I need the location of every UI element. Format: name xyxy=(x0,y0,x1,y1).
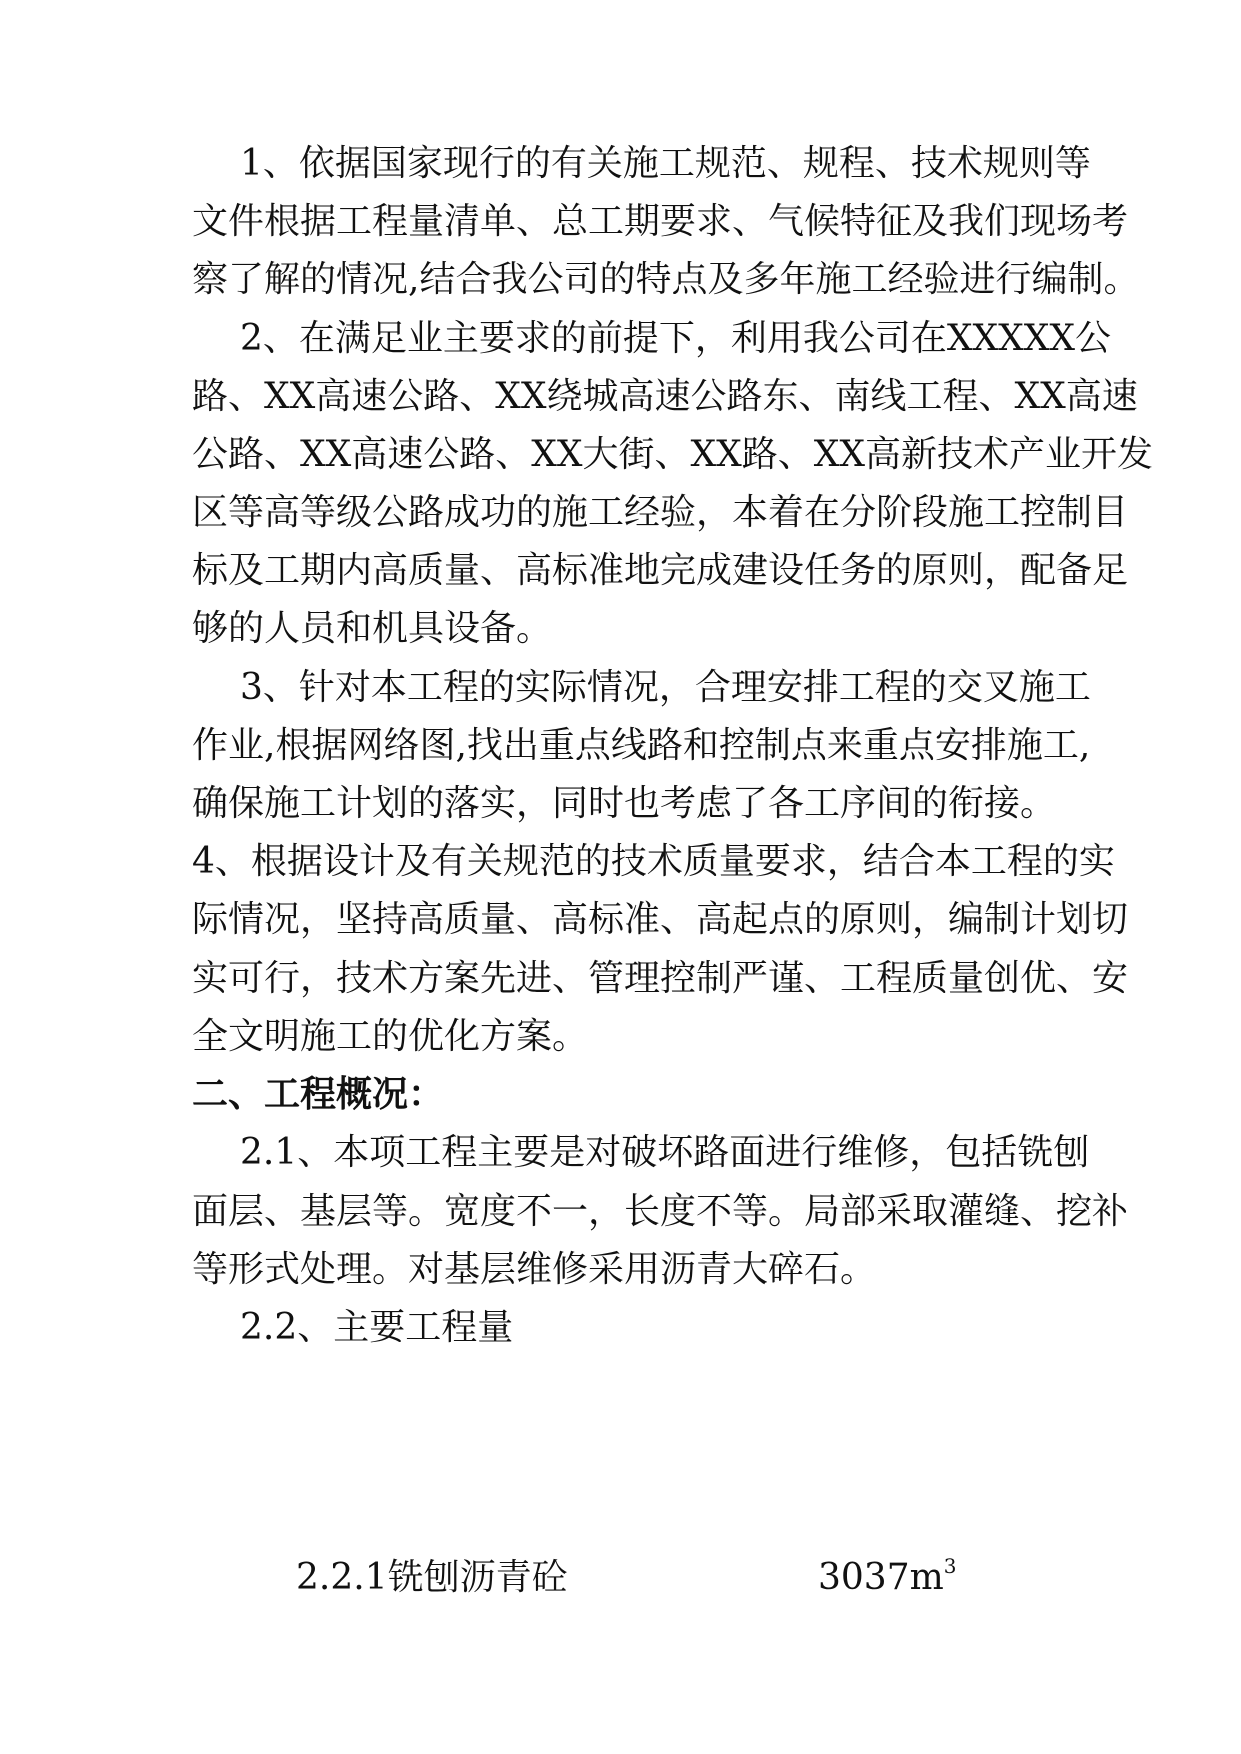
quantity-unit-exponent: 3 xyxy=(943,1554,957,1578)
paragraph-3-line-3: 确保施工计划的落实，同时也考虑了各工序间的衔接。 xyxy=(192,783,1057,824)
paragraph-4-line-4: 全文明施工的优化方案。 xyxy=(192,1016,589,1057)
sub-heading: 2.2、主要工程量 xyxy=(240,1307,514,1348)
paragraph-1-line-1: 1、依据国家现行的有关施工规范、规程、技术规则等 xyxy=(240,143,1091,184)
paragraph-5-line-3: 等形式处理。对基层维修采用沥青大碎石。 xyxy=(192,1249,877,1290)
quantity-value-text: 3037m xyxy=(818,1557,944,1598)
paragraph-2-line-6: 够的人员和机具设备。 xyxy=(192,608,553,649)
paragraph-4-line-1: 4、根据设计及有关规范的技术质量要求，结合本工程的实 xyxy=(192,841,1115,882)
paragraph-2-line-2: 路、XX高速公路、XX绕城高速公路东、南线工程、XX高速 xyxy=(192,376,1138,417)
paragraph-2-line-3: 公路、XX高速公路、XX大街、XX路、XX高新技术产业开发 xyxy=(192,434,1154,475)
paragraph-2-line-4: 区等高等级公路成功的施工经验，本着在分阶段施工控制目 xyxy=(192,492,1129,533)
paragraph-2-line-1: 2、在满足业主要求的前提下，利用我公司在XXXXX公 xyxy=(240,318,1112,359)
paragraph-5-line-2: 面层、基层等。宽度不一，长度不等。局部采取灌缝、挖补 xyxy=(192,1191,1129,1232)
paragraph-2-line-5: 标及工期内高质量、高标准地完成建设任务的原则，配备足 xyxy=(192,550,1129,591)
quantity-item-label: 2.2.1铣刨沥青砼 xyxy=(296,1557,568,1598)
section-heading: 二、工程概况： xyxy=(192,1074,445,1115)
paragraph-3-line-1: 3、针对本工程的实际情况，合理安排工程的交叉施工 xyxy=(240,667,1091,708)
paragraph-5-line-1: 2.1、本项工程主要是对破坏路面进行维修，包括铣刨 xyxy=(240,1132,1090,1173)
paragraph-3-line-2: 作业,根据网络图,找出重点线路和控制点来重点安排施工, xyxy=(192,725,1091,766)
paragraph-4-line-3: 实可行，技术方案先进、管理控制严谨、工程质量创优、安 xyxy=(192,958,1129,999)
paragraph-1-line-2: 文件根据工程量清单、总工期要求、气候特征及我们现场考 xyxy=(192,201,1129,242)
paragraph-4-line-2: 际情况，坚持高质量、高标准、高起点的原则，编制计划切 xyxy=(192,899,1129,940)
quantity-item-value xyxy=(818,1556,957,1600)
paragraph-1-line-3: 察了解的情况,结合我公司的特点及多年施工经验进行编制。 xyxy=(192,259,1140,300)
